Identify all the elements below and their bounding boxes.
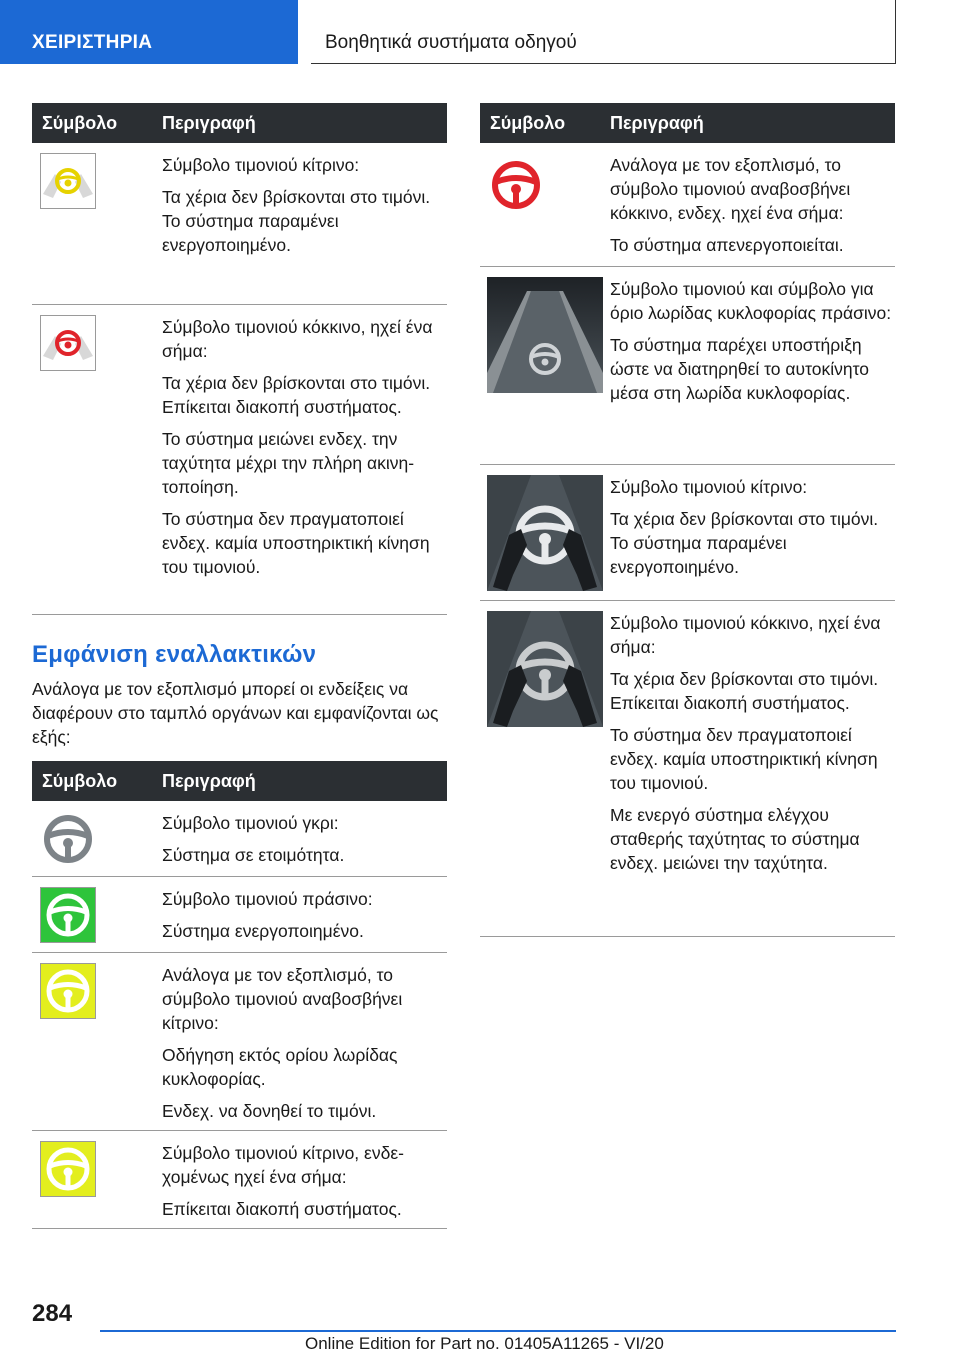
table-row — [480, 143, 895, 267]
symbol-header: Σύμβολο — [42, 770, 118, 791]
edition-text: Online Edition for Part no. 01405A11265 - VI/20 — [305, 1334, 664, 1353]
row-line: Επίκειται διακοπή συστήματος. — [162, 1199, 402, 1219]
section-tab: ΧΕΙΡΙΣΤΗΡΙΑ — [0, 0, 298, 64]
row-line: Ανάλογα με τον εξοπλισμό, το σύμβολο τιμονιού αναβοσβήνει κόκκινο, ενδεχ. ηχεί ένα σήμα: — [610, 155, 851, 223]
table-row — [32, 877, 447, 953]
row-line: Σύμβολο τιμονιού γκρι: — [162, 813, 339, 833]
row-line: Σύμβολο τιμονιού κίτρινο: — [162, 155, 360, 175]
table-row — [480, 601, 895, 937]
steering-red-icon — [488, 157, 544, 213]
row-line: Τα χέρια δεν βρίσκονται στο τιμόνι. Επίκειται διακοπή συστήματος. — [162, 373, 431, 417]
chapter-title: Βοηθητικά συστήματα οδηγού — [311, 0, 896, 64]
row-line: Σύστημα ενεργοποιημένο. — [162, 921, 364, 941]
steering-green-icon — [40, 887, 96, 943]
right-column — [480, 103, 895, 937]
row-line: Ενδεχ. να δονηθεί το τιμόνι. — [162, 1101, 377, 1121]
row-line: Με ενεργό σύστημα ελέγχου σταθερής ταχύτητας το σύστημα ενδεχ. μειώνει την ταχύτητα. — [610, 805, 860, 873]
footer-divider — [100, 1330, 896, 1332]
table-row — [480, 465, 895, 601]
table-header — [480, 103, 895, 143]
row-line: Οδήγηση εκτός ορίου λωρίδας κυκλοφορίας. — [162, 1045, 398, 1089]
left-column — [32, 103, 447, 1229]
description-header: Περιγραφή — [610, 112, 704, 133]
table-row — [32, 143, 447, 305]
table-row — [32, 305, 447, 615]
row-line: Το σύστημα δεν πραγματοποιεί ενδεχ. καμία υποστηρικτική κίνηση του τιμονιού. — [162, 509, 430, 577]
table-row — [480, 267, 895, 465]
row-line: Τα χέρια δεν βρίσκονται στο τιμόνι. Επίκειται διακοπή συστήματος. — [610, 669, 879, 713]
table-row — [32, 801, 447, 877]
row-line: Σύμβολο τιμονιού κόκκινο, ηχεί ένα σήμα: — [162, 317, 433, 361]
table-row — [32, 953, 447, 1131]
symbol-header: Σύμβολο — [42, 112, 118, 133]
symbol-header: Σύμβολο — [490, 112, 566, 133]
table-header — [32, 761, 447, 801]
row-line: Σύμβολο τιμονιού και σύμβολο για όριο λωρίδας κυκλοφορίας πράσινο: — [610, 279, 892, 323]
steering-grey-icon — [40, 811, 96, 867]
page-number: 284 — [32, 1300, 73, 1327]
description-header: Περιγραφή — [162, 770, 256, 791]
steering-hands-yellow-icon — [40, 153, 96, 209]
steering-yellow-icon — [40, 1141, 96, 1197]
steering-hands-display-red-icon — [487, 611, 603, 727]
row-line: Σύμβολο τιμονιού κίτρινο, ενδεχομένως ηχεί ένα σήμα: — [162, 1143, 404, 1187]
row-line: Ανάλογα με τον εξοπλισμό, το σύμβολο τιμονιού αναβοσβήνει κίτρινο: — [162, 965, 403, 1033]
lane-steering-display-icon — [487, 277, 603, 393]
section-heading: Εμφάνιση εναλλακτικών — [32, 641, 317, 668]
description-header: Περιγραφή — [162, 112, 256, 133]
row-line: Σύμβολο τιμονιού κόκκινο, ηχεί ένα σήμα: — [610, 613, 881, 657]
row-line: Σύστημα σε ετοιμότητα. — [162, 845, 345, 865]
section-intro: Ανάλογα με τον εξοπλισμό μπορεί οι ενδείξεις να διαφέρουν στο ταμπλό οργάνων και εμφανίζονται ως εξής: — [32, 679, 439, 747]
row-line: Σύμβολο τιμονιού πράσινο: — [162, 889, 373, 909]
steering-hands-display-yellow-icon — [487, 475, 603, 591]
row-line: Τα χέρια δεν βρίσκονται στο τιμόνι. Το σύστημα παραμένει ενεργοποιημένο. — [162, 187, 431, 255]
row-line: Σύμβολο τιμονιού κίτρινο: — [610, 477, 808, 497]
row-line: Τα χέρια δεν βρίσκονται στο τιμόνι. Το σύστημα παραμένει ενεργοποιημένο. — [610, 509, 879, 577]
steering-hands-red-icon — [40, 315, 96, 371]
row-line: Το σύστημα απενεργοποιείται. — [610, 235, 844, 255]
table-row — [32, 1131, 447, 1229]
row-line: Το σύστημα δεν πραγματοποιεί ενδεχ. καμία υποστηρικτική κίνηση του τιμονιού. — [610, 725, 878, 793]
steering-yellow-icon — [40, 963, 96, 1019]
row-line: Το σύστημα μειώνει ενδεχ. την ταχύτητα μέχρι την πλήρη ακινητοποίηση. — [162, 429, 415, 497]
row-line: Το σύστημα παρέχει υποστήριξη ώστε να διατηρηθεί το αυτοκίνητο μέσα στη λωρίδα κυκλοφορίας. — [610, 335, 869, 403]
table-header — [32, 103, 447, 143]
